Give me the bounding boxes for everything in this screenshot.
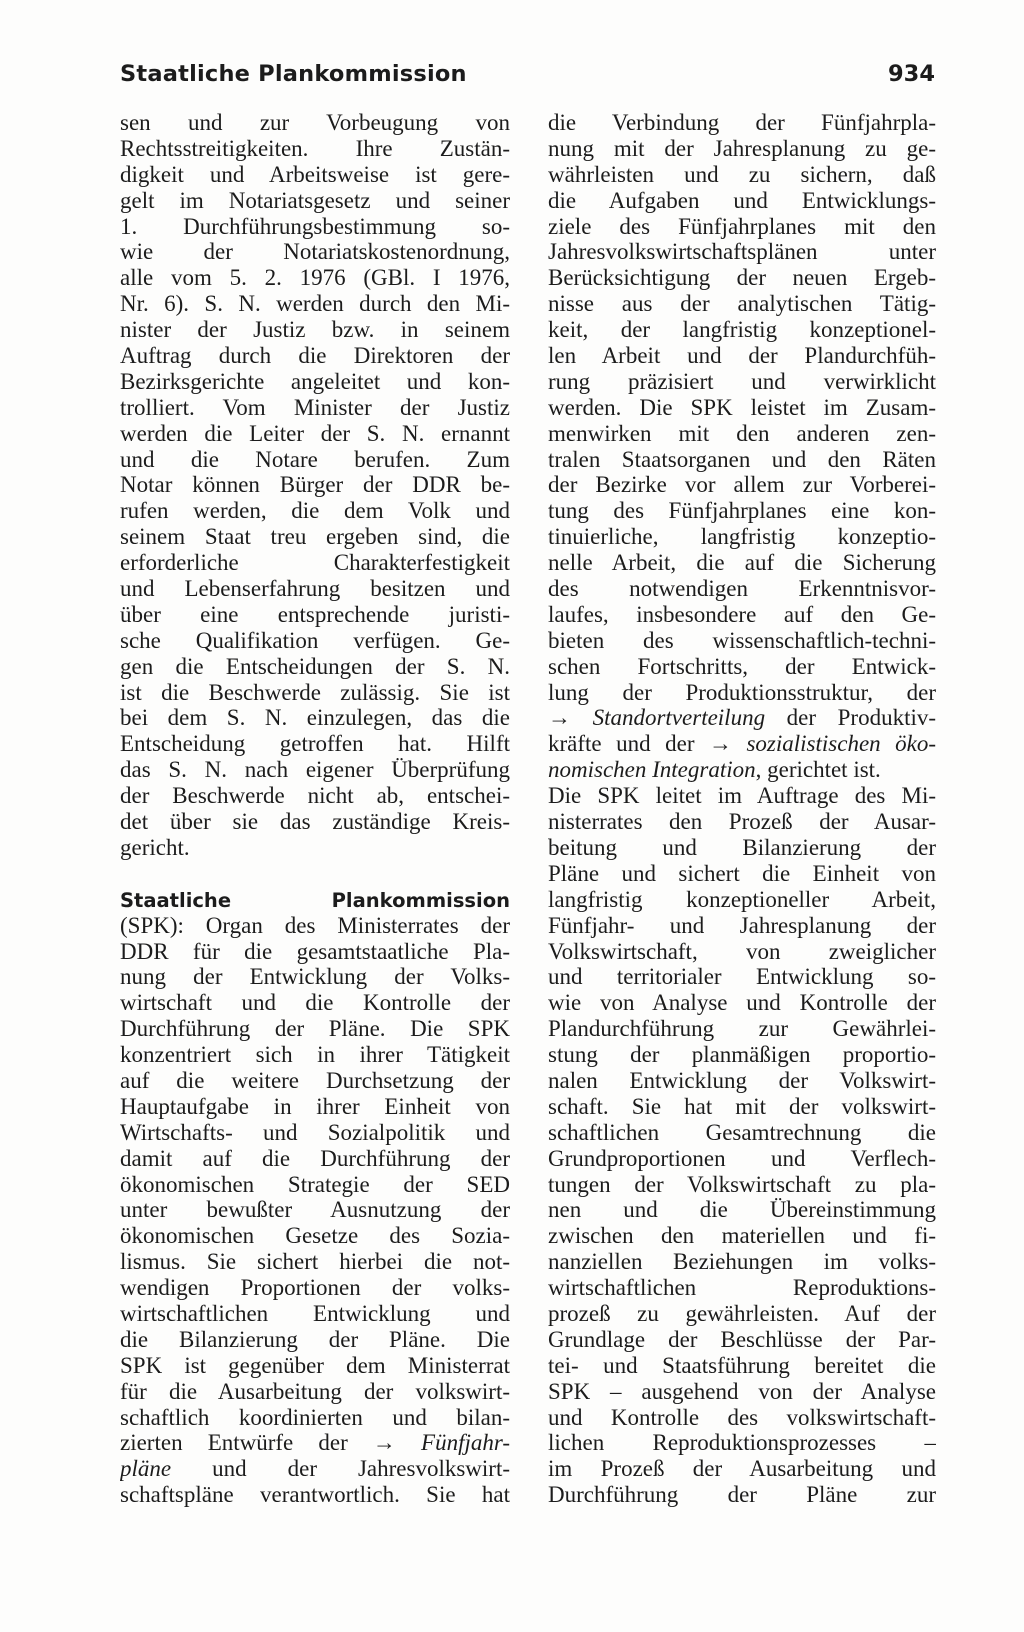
text-line: und territorialer Entwicklung so- <box>548 964 936 990</box>
text-line: seinem Staat treu ergeben sind, die <box>120 524 510 550</box>
text-line: Rechtsstreitigkeiten. Ihre Zustän- <box>120 135 510 161</box>
text-line: auf die weitere Durchsetzung der <box>120 1067 510 1093</box>
text-line: sche Qualifikation verfügen. Ge- <box>120 627 510 653</box>
text-line: der Bezirke vor allem zur Vorberei- <box>548 472 936 498</box>
page-number: 934 <box>888 61 935 87</box>
text-line: im Prozeß der Ausarbeitung und <box>548 1456 936 1482</box>
text-line: tinuierliche, langfristig konzeptio- <box>548 524 936 550</box>
text-line: SPK – ausgehend von der Analyse <box>548 1378 936 1404</box>
text-line: die Aufgaben und Entwicklungs- <box>548 187 936 213</box>
text-line: damit auf die Durchführung der <box>120 1145 510 1171</box>
text-line: zwischen den materiellen und fi- <box>548 1223 936 1249</box>
text-line: sen und zur Vorbeugung von <box>120 110 510 135</box>
text-line: werden die Leiter der S. N. ernannt <box>120 420 510 446</box>
text-line: Pläne und sichert die Einheit von <box>548 860 936 886</box>
page-header <box>120 58 935 94</box>
text-line: Durchführung der Pläne. Die SPK <box>120 1016 510 1042</box>
text-line: nister der Justiz bzw. in seinem <box>120 317 510 343</box>
text-line: und Lebenserfahrung besitzen und <box>120 576 510 602</box>
text-line: Hauptaufgabe in ihrer Einheit von <box>120 1093 510 1119</box>
text-line: nelle Arbeit, die auf die Sicherung <box>548 550 936 576</box>
text-line: Entscheidung getroffen hat. Hilft <box>120 731 510 757</box>
text-line: Grundproportionen und Verflech- <box>548 1145 936 1171</box>
text-line: len Arbeit und der Plandurchfüh- <box>548 343 936 369</box>
text-line: Jahresvolkswirtschaftsplänen unter <box>548 239 936 265</box>
text-line: die Verbindung der Fünfjahrpla- <box>548 110 936 135</box>
arrow-icon: → <box>708 731 732 757</box>
text-line: Auftrag durch die Direktoren der <box>120 343 510 369</box>
text-line: DDR für die gesamtstaatliche Pla- <box>120 938 510 964</box>
text-line: lismus. Sie sichert hierbei die not- <box>120 1249 510 1275</box>
text-line: keit, der langfristig konzeptionel- <box>548 317 936 343</box>
text-line: lichen Reproduktionsprozesses – <box>548 1430 936 1456</box>
text-line: und Kontrolle des volkswirtschaft- <box>548 1404 936 1430</box>
text-line: Fünfjahr- und Jahresplanung der <box>548 912 936 938</box>
text-line: wie der Notariatskostenordnung, <box>120 239 510 265</box>
text-line: wendigen Proportionen der volks- <box>120 1275 510 1301</box>
text-line: pläne und der Jahresvolkswirt- <box>120 1456 510 1482</box>
text-line: wirtschaft und die Kontrolle der <box>120 990 510 1016</box>
text-line: digkeit und Arbeitsweise ist gere- <box>120 161 510 187</box>
text-line: nisse aus der analytischen Tätig- <box>548 291 936 317</box>
text-line: für die Ausarbeitung der volkswirt- <box>120 1378 510 1404</box>
cross-reference[interactable]: sozialistischen öko- <box>746 731 936 757</box>
text-line: Notar können Bürger der DDR be- <box>120 472 510 498</box>
text-line: ökonomischen Gesetze des Sozia- <box>120 1223 510 1249</box>
text-line: beitung und Bilanzierung der <box>548 834 936 860</box>
text-line: nen und die Übereinstimmung <box>548 1197 936 1223</box>
text-line: Nr. 6). S. N. werden durch den Mi- <box>120 291 510 317</box>
text-line: schaftspläne verantwortlich. Sie hat <box>120 1482 510 1508</box>
text-line: schaft. Sie hat mit der volkswirt- <box>548 1093 936 1119</box>
text-line: ziele des Fünfjahrplanes mit den <box>548 213 936 239</box>
text-line: wie von Analyse und Kontrolle der <box>548 990 936 1016</box>
text-line: das S. N. nach eigener Überprüfung <box>120 757 510 783</box>
text-line: schen Fortschritts, der Entwick- <box>548 653 936 679</box>
text-line: nalen Entwicklung der Volkswirt- <box>548 1067 936 1093</box>
text-line: die Bilanzierung der Pläne. Die <box>120 1326 510 1352</box>
entry-continuation <box>120 110 510 835</box>
text-line: nisterrates den Prozeß der Ausar- <box>548 809 936 835</box>
text-line: gen die Entscheidungen der S. N. <box>120 653 510 679</box>
text-line: det über sie das zuständige Kreis- <box>120 809 510 835</box>
text-line: Durchführung der Pläne zur <box>548 1482 936 1508</box>
text-line: ist die Beschwerde zulässig. Sie ist <box>120 679 510 705</box>
text-line: gelt im Notariatsgesetz und seiner <box>120 187 510 213</box>
text-line: SPK ist gegenüber dem Ministerrat <box>120 1352 510 1378</box>
text-line: trolliert. Vom Minister der Justiz <box>120 394 510 420</box>
cross-reference[interactable]: Fünfjahr- <box>421 1430 510 1456</box>
text-line: alle vom 5. 2. 1976 (GBl. I 1976, <box>120 265 510 291</box>
entry-body-continued <box>548 110 936 705</box>
text-line: nomischen Integration, gerichtet ist. <box>548 757 881 783</box>
text-line: Volkswirtschaft, von zweiglicher <box>548 938 936 964</box>
text-line: nung mit der Jahresplanung zu ge- <box>548 135 936 161</box>
text-line: gericht. <box>120 834 190 860</box>
text-line: stung der planmäßigen proportio- <box>548 1042 936 1068</box>
text-line: schaftlich koordinierten und bilan- <box>120 1404 510 1430</box>
text-line: rung präzisiert und verwirklicht <box>548 368 936 394</box>
text-line: lung der Produktionsstruktur, der <box>548 679 936 705</box>
text-line: langfristig konzeptioneller Arbeit, <box>548 886 936 912</box>
text-line: 1. Durchführungsbestimmung so- <box>120 213 510 239</box>
text-line: ökonomischen Strategie der SED <box>120 1171 510 1197</box>
text-line: des notwendigen Erkenntnisvor- <box>548 576 936 602</box>
text-line: erforderliche Charakterfestigkeit <box>120 550 510 576</box>
text-line: Wirtschafts- und Sozialpolitik und <box>120 1119 510 1145</box>
text-line: rufen werden, die dem Volk und <box>120 498 510 524</box>
text-line: werden. Die SPK leistet im Zusam- <box>548 394 936 420</box>
text-line: unter bewußter Ausnutzung der <box>120 1197 510 1223</box>
text-line: bieten des wissenschaftlich-techni- <box>548 627 936 653</box>
entry-headword-line <box>120 887 510 913</box>
text-line: bei dem S. N. einzulegen, das die <box>120 705 510 731</box>
text-line: menwirken mit den anderen zen- <box>548 420 936 446</box>
running-head: Staatliche Plankommission <box>120 61 467 87</box>
text-line: → Standortverteilung der Produktiv- <box>548 705 936 731</box>
text-line: laufes, insbesondere auf den Ge- <box>548 601 936 627</box>
text-line: tei- und Staatsführung bereitet die <box>548 1352 936 1378</box>
entry-headword: Staatliche Plankommission <box>120 888 510 912</box>
text-line: der Beschwerde nicht ab, entschei- <box>120 783 510 809</box>
text-line: Die SPK leitet im Auftrage des Mi- <box>548 783 936 809</box>
text-line: tung des Fünfjahrplanes eine kon- <box>548 498 936 524</box>
text-line: währleisten und zu sichern, daß <box>548 161 936 187</box>
cross-reference[interactable]: nomischen Integration <box>548 757 756 783</box>
cross-reference[interactable]: Standortverteilung <box>592 705 766 731</box>
left-column <box>120 110 510 1508</box>
right-column <box>548 110 936 1508</box>
text-line: tralen Staatsorganen und den Räten <box>548 446 936 472</box>
entry-gap <box>120 861 510 887</box>
text-line: und die Notare berufen. Zum <box>120 446 510 472</box>
arrow-icon: → <box>548 705 571 731</box>
text-line: kräfte und der → sozialistischen öko- <box>548 731 936 757</box>
arrow-icon: → <box>372 1430 396 1456</box>
text-line: konzentriert sich in ihrer Tätigkeit <box>120 1042 510 1068</box>
text-line: (SPK): Organ des Ministerrates der <box>120 912 510 938</box>
text-line: schaftlichen Gesamtrechnung die <box>548 1119 936 1145</box>
cross-reference[interactable]: pläne <box>120 1456 172 1482</box>
entry-body <box>120 913 510 1431</box>
text-line: zierten Entwürfe der → Fünfjahr- <box>120 1430 510 1456</box>
entry-body-end <box>548 783 936 1508</box>
text-line: Plandurchführung zur Gewährlei- <box>548 1016 936 1042</box>
text-line: wirtschaftlichen Entwicklung und <box>120 1300 510 1326</box>
text-line: nanziellen Beziehungen im volks- <box>548 1249 936 1275</box>
text-line: Bezirksgerichte angeleitet und kon- <box>120 368 510 394</box>
text-line: nung der Entwicklung der Volks- <box>120 964 510 990</box>
text-line: wirtschaftlichen Reproduktions- <box>548 1275 936 1301</box>
text-line: tungen der Volkswirtschaft zu pla- <box>548 1171 936 1197</box>
text-line: prozeß zu gewährleisten. Auf der <box>548 1300 936 1326</box>
text-line: Grundlage der Beschlüsse der Par- <box>548 1326 936 1352</box>
text-line: über eine entsprechende juristi- <box>120 601 510 627</box>
text-line: Berücksichtigung der neuen Ergeb- <box>548 265 936 291</box>
